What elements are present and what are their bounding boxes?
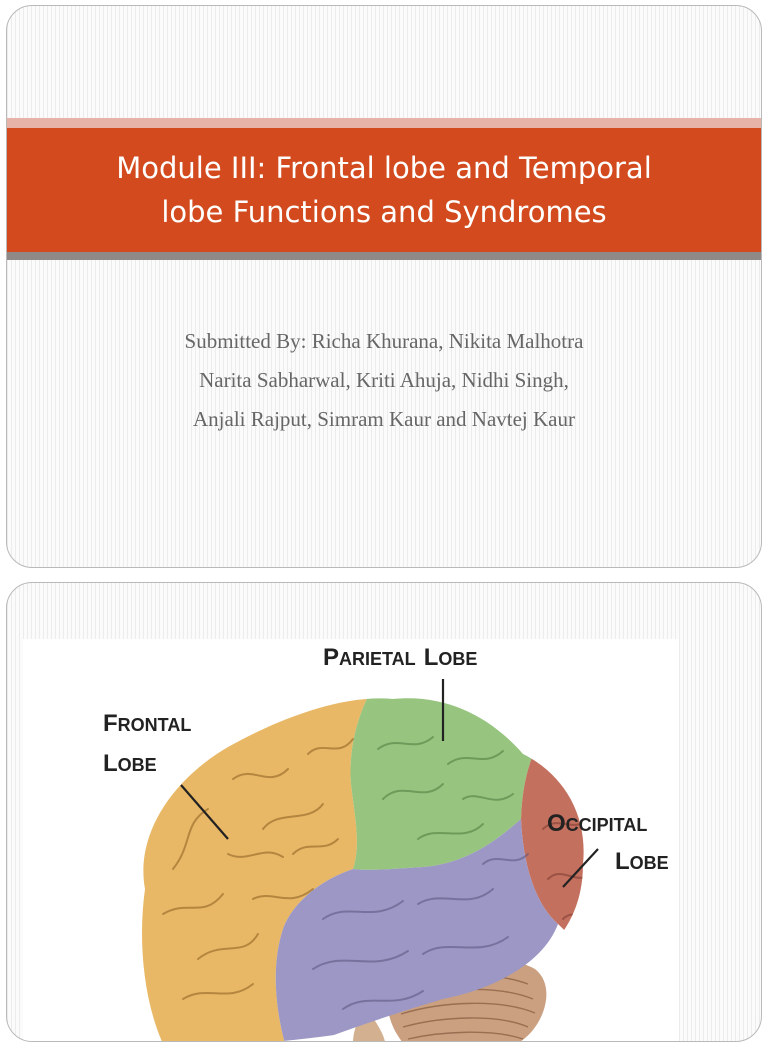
- slide-title: [64, 146, 704, 234]
- authors-line-3: Anjali Rajput, Simram Kaur and Navtej Kaur: [193, 407, 575, 431]
- title-slide: [6, 5, 762, 568]
- title-line-2: lobe Functions and Syndromes: [161, 195, 607, 229]
- title-shadow-bar: [7, 252, 761, 260]
- title-band: [7, 128, 761, 252]
- authors-block: [7, 322, 761, 439]
- title-line-1: Module III: Frontal lobe and Temporal: [116, 151, 652, 185]
- label-parietal-lobe: PARIETAL LOBE: [323, 644, 478, 671]
- brain-slide: [6, 582, 762, 1042]
- title-accent-bar: [7, 118, 761, 128]
- label-frontal-lobe-line1: FRONTAL: [103, 710, 192, 737]
- label-occipital-lobe-line2: LOBE: [615, 848, 669, 875]
- brain-image: [23, 639, 679, 1042]
- label-occipital-lobe-line1: OCCIPITAL: [547, 810, 648, 837]
- authors-line-2: Narita Sabharwal, Kriti Ahuja, Nidhi Singh,: [199, 368, 569, 392]
- label-frontal-lobe-line2: LOBE: [103, 750, 157, 777]
- brain-illustration: [23, 639, 679, 1042]
- authors-line-1: Submitted By: Richa Khurana, Nikita Malhotra: [184, 329, 584, 353]
